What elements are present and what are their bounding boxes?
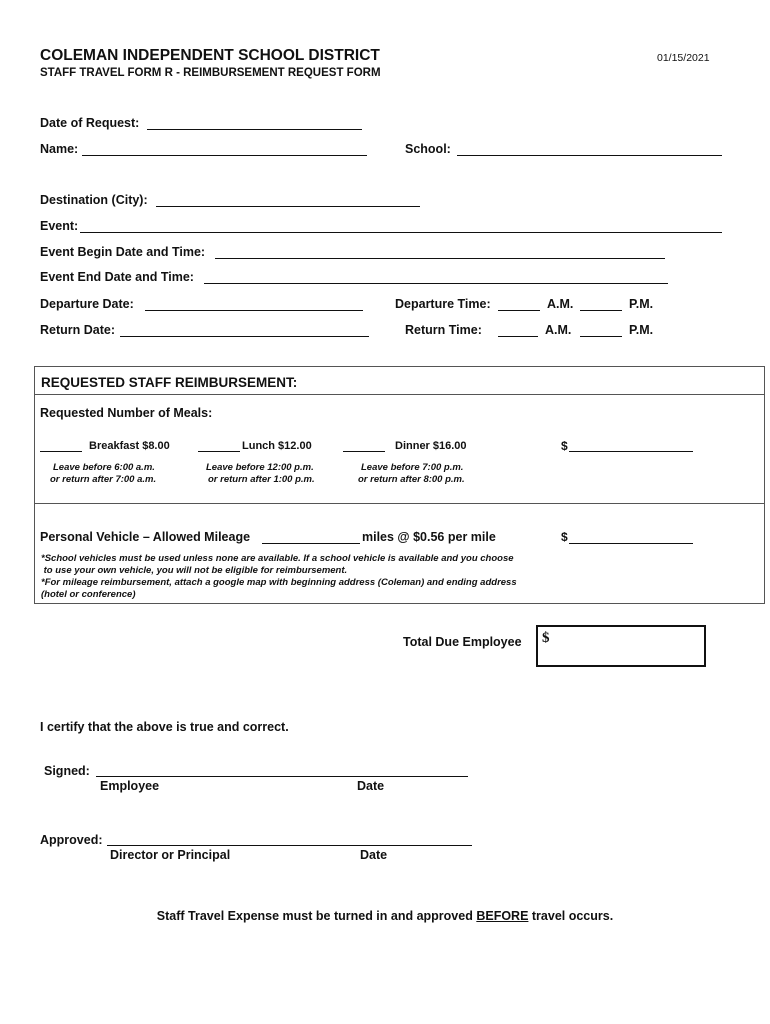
reimbursement-heading: REQUESTED STAFF REIMBURSEMENT: [41,375,298,390]
signed-label: Signed: [44,764,90,778]
form-title: STAFF TRAVEL FORM R - REIMBURSEMENT REQUEST FORM [40,67,381,79]
dinner-note-2: or return after 8:00 p.m. [358,474,465,485]
name-label: Name: [40,142,79,156]
vehicle-note-2: to use your own vehicle, you will not be eligible for reimbursement. [41,565,348,576]
vehicle-dollar-sign: $ [561,530,568,544]
footer-text-after: travel occurs. [528,909,614,923]
meals-divider [34,503,765,504]
meals-dollar-sign: $ [561,439,568,453]
approver-date-caption: Date [360,848,388,862]
lunch-note-2: or return after 1:00 p.m. [208,474,315,485]
event-label: Event: [40,219,79,233]
name-field[interactable] [82,155,367,156]
employee-caption: Employee [100,779,160,793]
meals-label: Requested Number of Meals: [40,406,213,420]
event-begin-field[interactable] [215,258,665,259]
vehicle-note-1: *School vehicles must be used unless none are available. If a school vehicle is available and you choose [41,553,514,564]
total-dollar-sign: $ [542,630,550,646]
approver-caption: Director or Principal [110,848,231,862]
meals-amount-field[interactable] [569,451,693,452]
dinner-label: Dinner $16.00 [395,440,467,452]
vehicle-note-4: (hotel or conference) [41,589,136,600]
departure-am-label: A.M. [547,297,574,311]
total-due-box[interactable] [536,625,706,667]
vehicle-label: Personal Vehicle – Allowed Mileage [40,530,251,544]
total-due-label: Total Due Employee [403,635,522,649]
breakfast-note-2: or return after 7:00 a.m. [50,474,157,485]
footer-text-before: Staff Travel Expense must be turned in and approved [156,909,477,923]
return-time-label: Return Time: [405,323,482,337]
event-field[interactable] [80,232,722,233]
breakfast-note-1: Leave before 6:00 a.m. [53,462,155,473]
departure-date-label: Departure Date: [40,297,134,311]
mileage-field[interactable] [262,543,360,544]
date-of-request-field[interactable] [147,129,362,130]
certify-statement: I certify that the above is true and correct. [40,720,289,734]
district-title: COLEMAN INDEPENDENT SCHOOL DISTRICT [40,47,380,64]
revision-date: 01/15/2021 [657,52,710,64]
destination-label: Destination (City): [40,193,148,207]
approved-label: Approved: [40,833,103,847]
dinner-count-field[interactable] [343,451,385,452]
departure-date-field[interactable] [145,310,363,311]
school-field[interactable] [457,155,722,156]
return-date-field[interactable] [120,336,369,337]
departure-time-label: Departure Time: [395,297,491,311]
school-label: School: [405,142,451,156]
return-am-label: A.M. [545,323,572,337]
event-end-field[interactable] [204,283,668,284]
lunch-note-1: Leave before 12:00 p.m. [206,462,314,473]
lunch-count-field[interactable] [198,451,240,452]
date-of-request-label: Date of Request: [40,116,140,130]
departure-am-field[interactable] [498,310,540,311]
vehicle-note-3: *For mileage reimbursement, attach a google map with beginning address (Coleman) and ending address [41,577,517,588]
vehicle-amount-field[interactable] [569,543,693,544]
approver-signature-line[interactable] [107,845,472,846]
employee-date-caption: Date [357,779,385,793]
vehicle-rate: miles @ $0.56 per mile [362,530,496,544]
employee-signature-line[interactable] [96,776,468,777]
lunch-label: Lunch $12.00 [242,440,312,452]
breakfast-count-field[interactable] [40,451,82,452]
dinner-note-1: Leave before 7:00 p.m. [361,462,464,473]
event-end-label: Event End Date and Time: [40,270,194,284]
destination-field[interactable] [156,206,420,207]
section-divider [34,394,765,395]
breakfast-label: Breakfast $8.00 [89,440,170,452]
return-date-label: Return Date: [40,323,116,337]
departure-pm-label: P.M. [629,297,654,311]
footer-emphasis: BEFORE [476,909,529,923]
event-begin-label: Event Begin Date and Time: [40,245,206,259]
return-pm-field[interactable] [580,336,622,337]
return-pm-label: P.M. [629,323,654,337]
return-am-field[interactable] [498,336,538,337]
footer-notice [0,909,770,923]
departure-pm-field[interactable] [580,310,622,311]
